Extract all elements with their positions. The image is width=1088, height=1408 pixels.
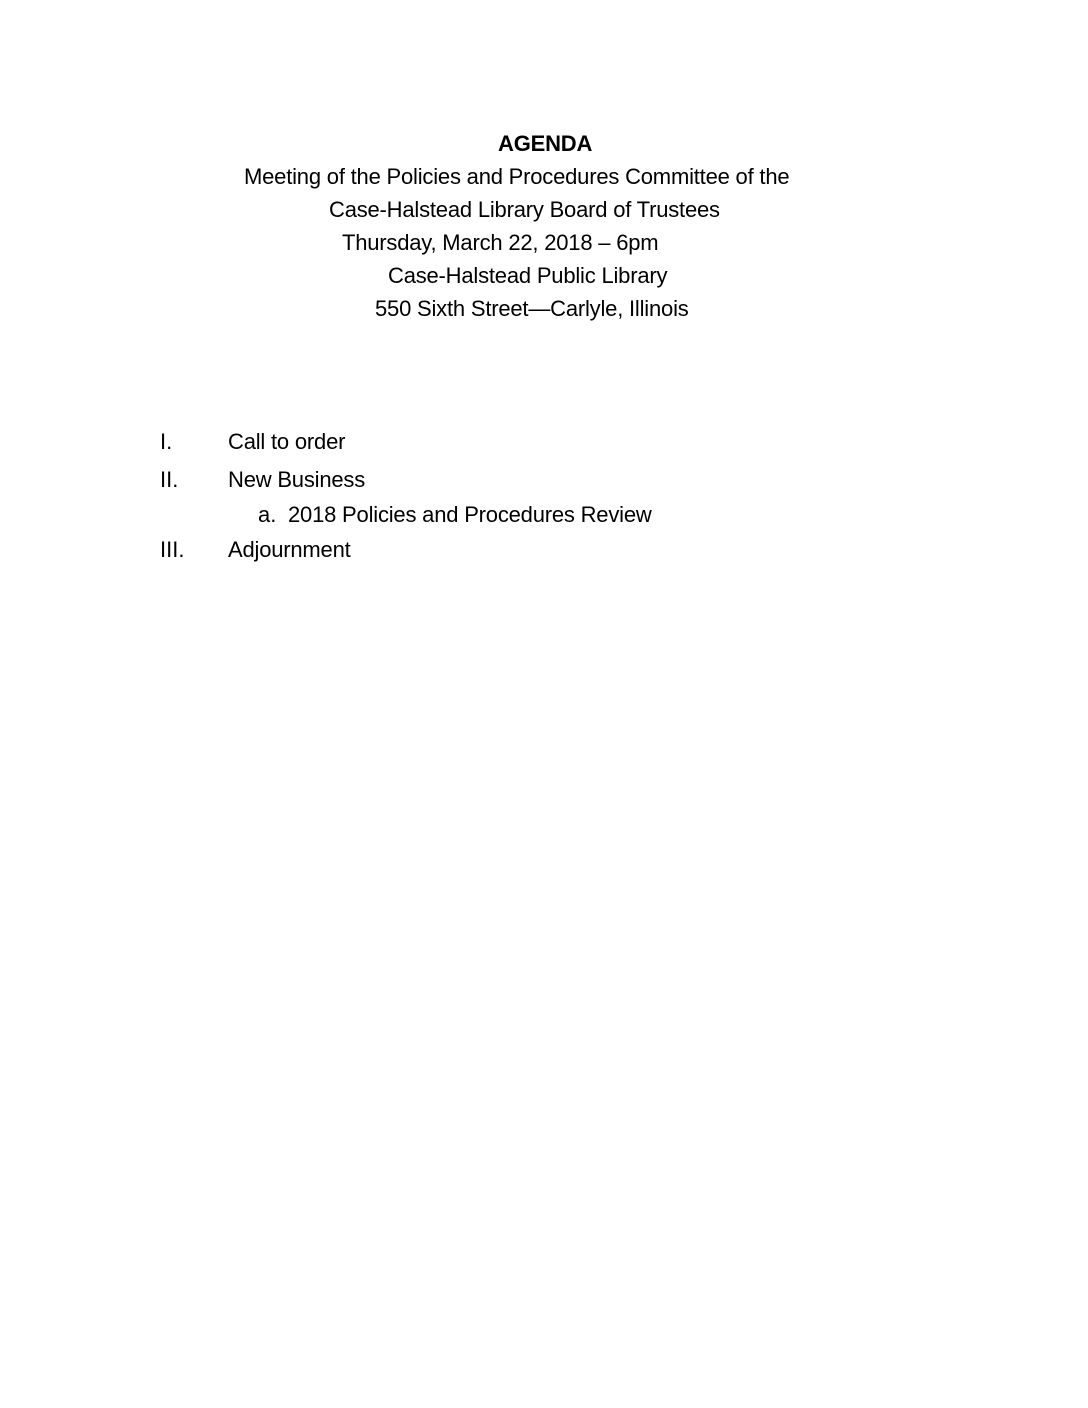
agenda-item-number: I. (160, 429, 173, 454)
agenda-item-number: II. (160, 467, 179, 492)
agenda-title: AGENDA (498, 131, 593, 156)
agenda-item-number: III. (160, 537, 185, 562)
meeting-title-line: Meeting of the Policies and Procedures Committee of the (244, 164, 790, 189)
meeting-date-line: Thursday, March 22, 2018 – 6pm (342, 230, 659, 255)
meeting-address-line: 550 Sixth Street—Carlyle, Illinois (375, 296, 689, 321)
agenda-subitem-letter: a. (258, 502, 277, 527)
agenda-item-label: Adjournment (228, 537, 351, 562)
meeting-venue-line: Case-Halstead Public Library (388, 263, 668, 288)
agenda-item-label: New Business (228, 467, 365, 492)
agenda-item-label: Call to order (228, 429, 346, 454)
board-name-line: Case-Halstead Library Board of Trustees (329, 197, 720, 222)
agenda-subitem-label: 2018 Policies and Procedures Review (288, 502, 652, 527)
